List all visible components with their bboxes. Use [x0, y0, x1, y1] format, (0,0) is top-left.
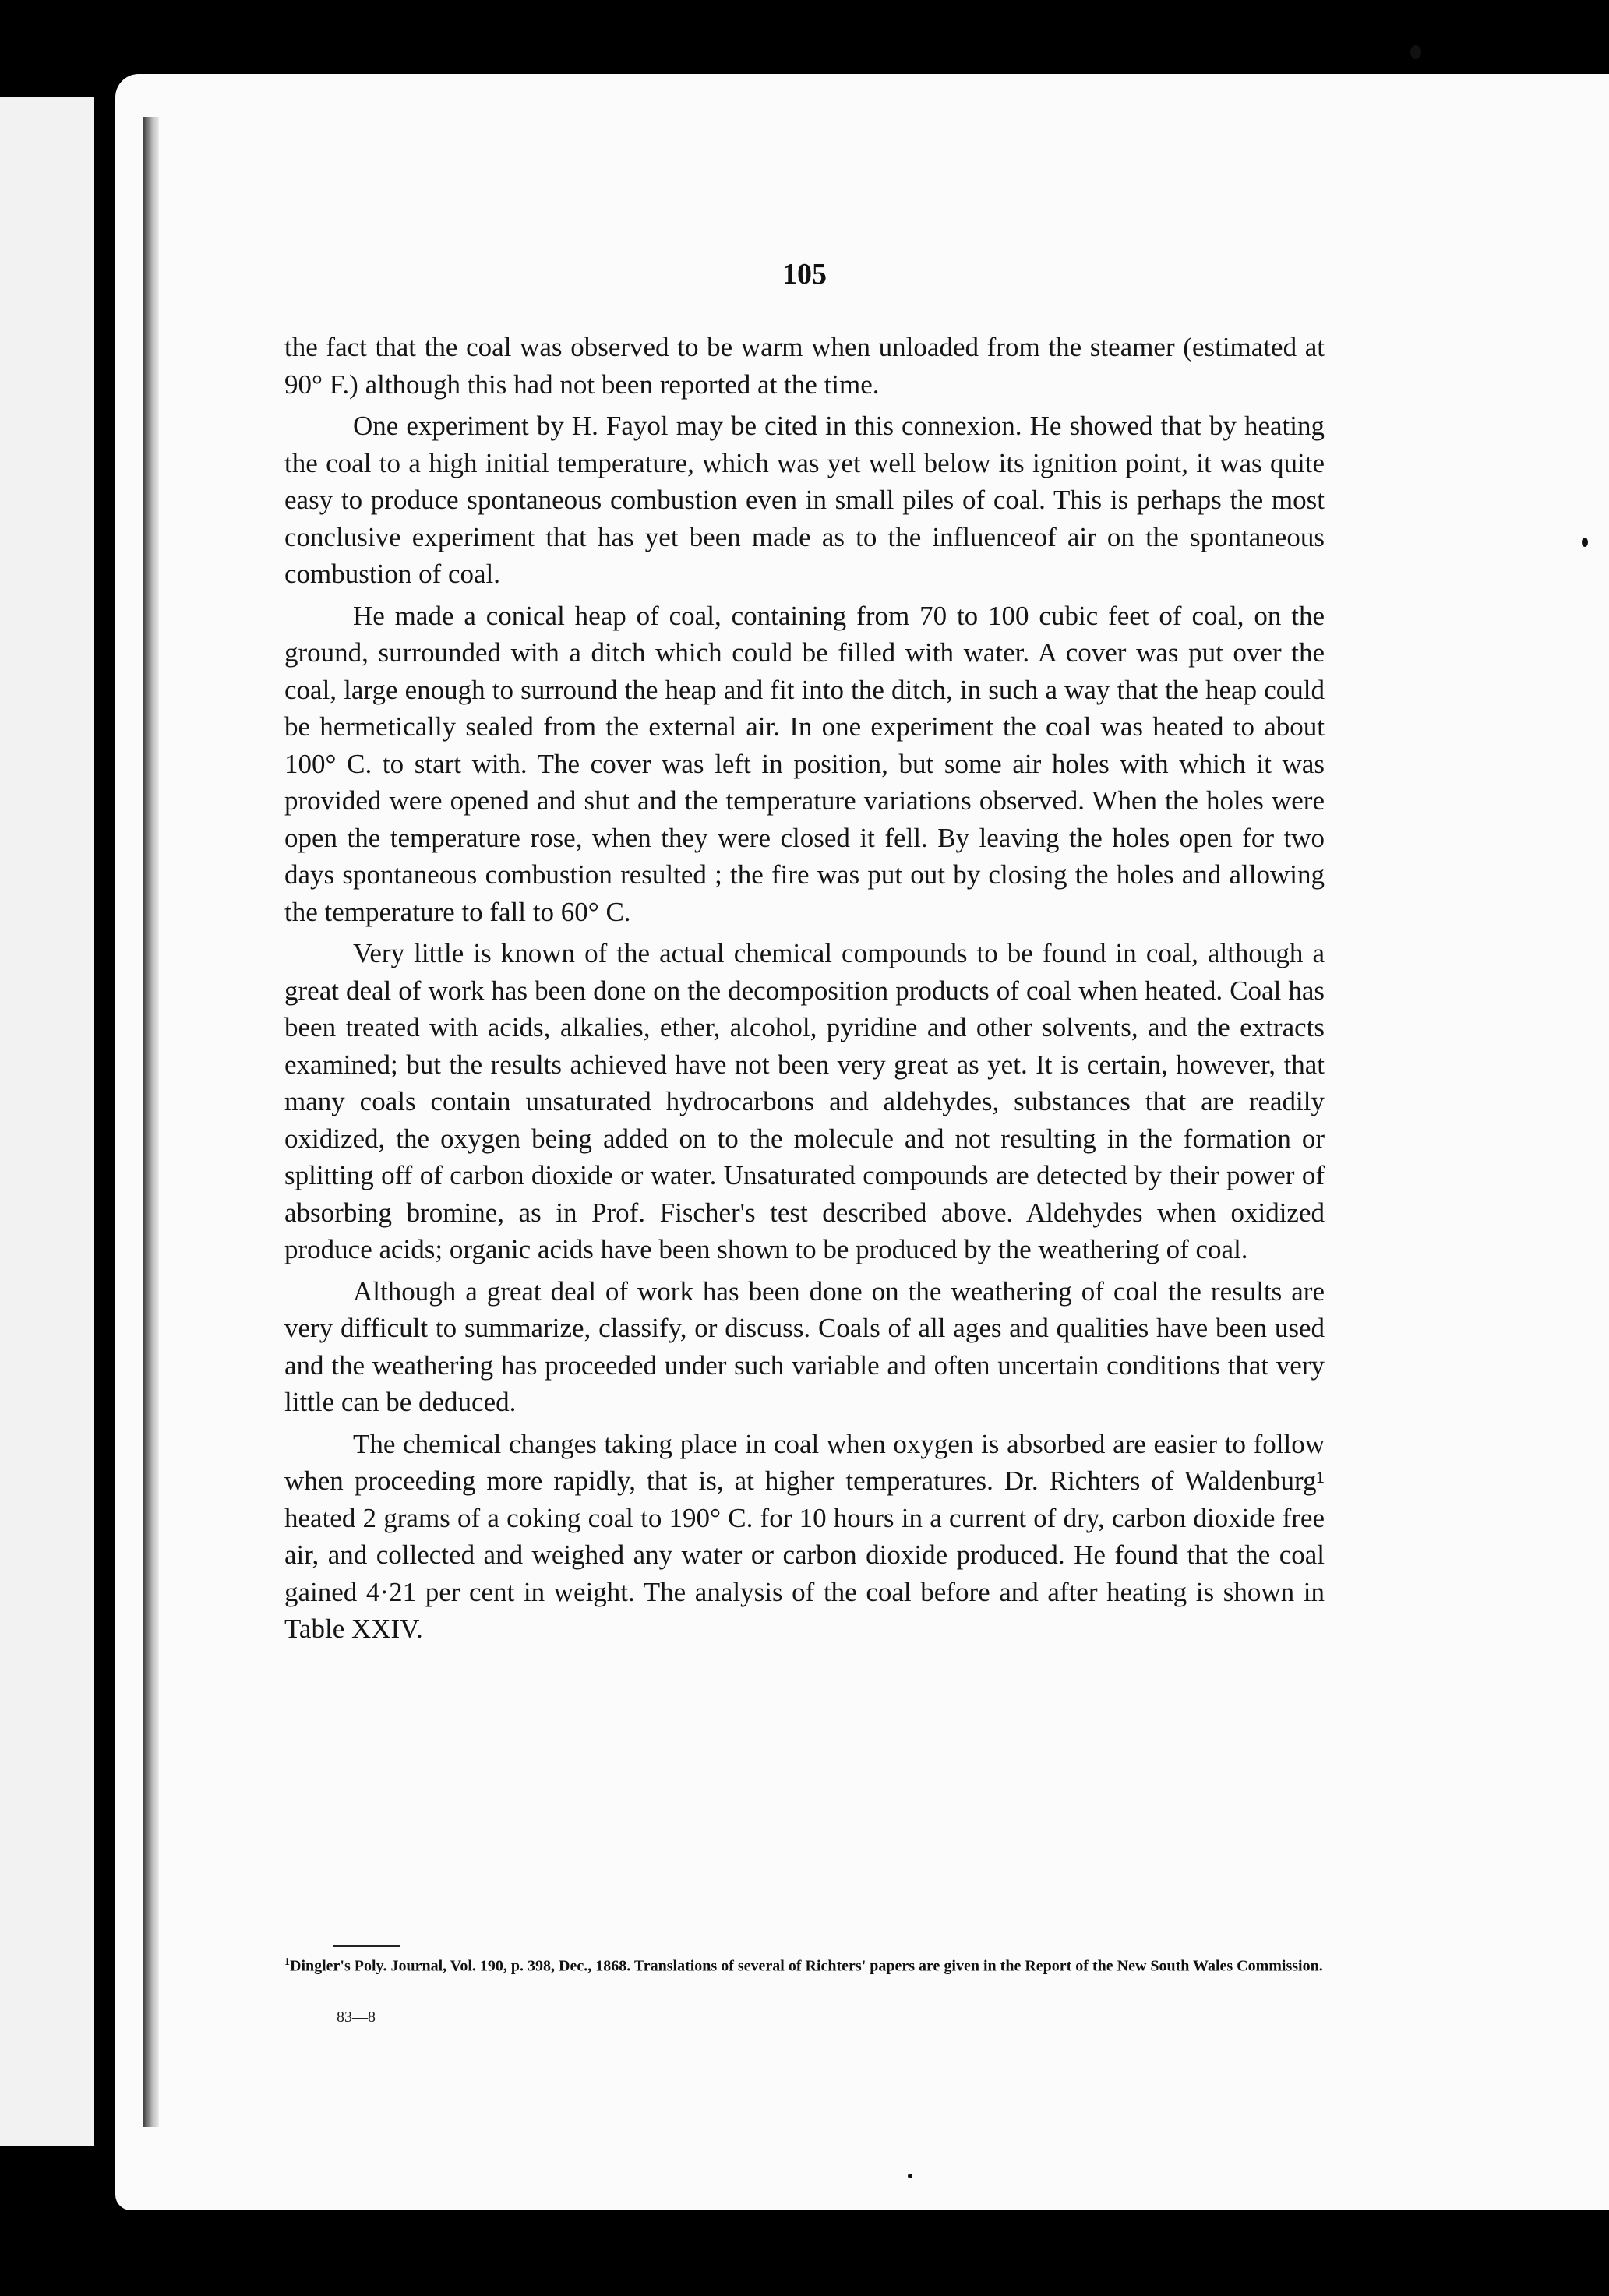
footnote-marker: 1: [284, 1956, 290, 1968]
footnote-rule: [333, 1945, 400, 1947]
paragraph: He made a conical heap of coal, containing from 70 to 100 cubic feet of coal, on the ground, surrounded with a ditch which could be filled with water. A cover was put over the coal, large enough to surround the heap and fit into the ditch, in such a way that the heap could be hermetically sealed from the external air. In one experiment the coal was heated to about 100° C. to start with. The cover was left in position, but some air holes with which it was provided were opened and shut and the temperature variations observed. When the holes were open the temperature rose, when they were closed it fell. By leaving the holes open for two days spontaneous combustion resulted ; the fire was put out by closing the holes and allowing the temperature to fall to 60° C.: [284, 600, 1325, 927]
scan-speck: [1582, 538, 1588, 547]
paragraph: Very little is known of the actual chemical compounds to be found in coal, although a great deal of work has been done on the decomposition products of coal when heated. Coal has been treated with acids, alkalies, ether, alcohol, pyridine and other solvents, and the extracts examined; but the results achieved have not been very great as yet. It is certain, however, that many coals contain unsaturated hydrocarbons and aldehydes, substances that are readily oxidized, the oxygen being added on to the molecule and not resulting in the formation or splitting off of carbon dioxide or water. Unsaturated compounds are detected by their power of absorbing bromine, as in Prof. Fischer's test described above. Aldehydes when oxidized produce acids; organic acids have been shown to be produced by the weathering of coal.: [284, 938, 1325, 1264]
footnote: [284, 1952, 1328, 1977]
scan-speck: [1410, 45, 1421, 59]
paragraph: Although a great deal of work has been done on the weathering of coal the results are very difficult to summarize, classify, or discuss. Coals of all ages and qualities have been used and the weathering has proceeded under such variable and often uncertain conditions that very little can be deduced.: [284, 1275, 1325, 1417]
footnote-text: Dingler's Poly. Journal, Vol. 190, p. 398, Dec., 1868. Translations of several of Richters' papers are given in the Report of the New South Wales Commission.: [290, 1957, 1323, 1975]
paragraph: The chemical changes taking place in coal when oxygen is absorbed are easier to follow when proceeding more rapidly, that is, at higher temperatures. Dr. Richters of Waldenburg¹ heated 2 grams of a coking coal to 190° C. for 10 hours in a current of dry, carbon dioxide free air, and collected and weighed any water or carbon dioxide produced. He found that the coal gained 4·21 per cent in weight. The analysis of the coal before and after heating is shown in Table XXIV.: [284, 1428, 1325, 1644]
page-binding-shadow: [143, 117, 159, 2127]
paragraph: One experiment by H. Fayol may be cited in this connexion. He showed that by heating the coal to a high initial temperature, which was yet well below its ignition point, it was quite easy to produce spontaneous combustion even in small piles of coal. This is perhaps the most conclusive experiment that has yet been made as to the influenceof air on the spontaneous combustion of coal.: [284, 411, 1325, 589]
page-number: 105: [782, 258, 827, 291]
printer-signature: 83—8: [337, 2009, 376, 2026]
body-text: [284, 329, 1325, 1648]
paragraph: the fact that the coal was observed to be warm when unloaded from the steamer (estimated at 90° F.) although this had not been reported at the time.: [284, 332, 1325, 400]
scan-speck: [908, 2174, 912, 2178]
facing-page-edge: [0, 97, 94, 2146]
